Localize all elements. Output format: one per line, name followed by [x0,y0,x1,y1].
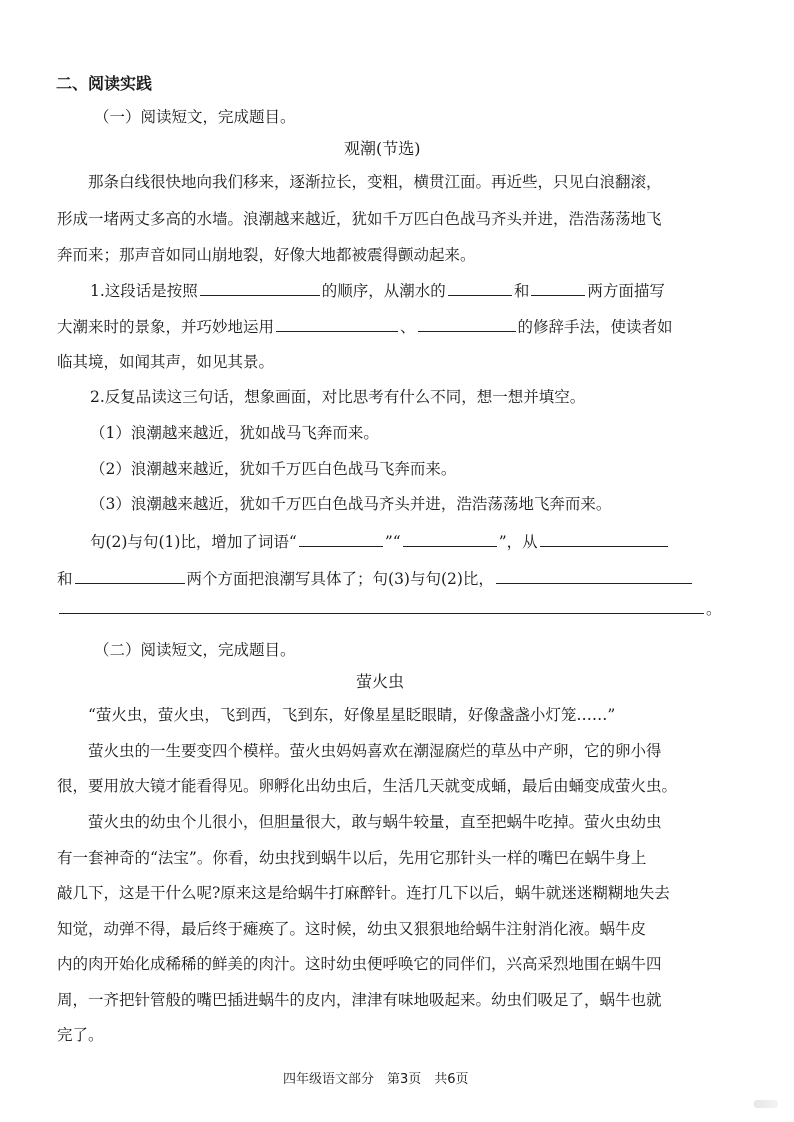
passage-line: 奔而来；那声音如同山崩地裂，好像大地都被震得颤动起来。 [57,246,476,264]
question-1-line-2 [57,316,673,337]
q1-blank-aspect-1[interactable] [448,280,512,296]
section-heading: 二、阅读实践 [56,74,153,93]
q1-text: 大潮来时的景象，并巧妙地运用 [57,318,275,336]
q1-text: 两方面描写 [587,282,665,300]
question-1-line-3: 临其境，如闻其声，如见其景。 [57,353,275,371]
passage-line: “萤火虫，萤火虫，飞到西，飞到东，好像星星眨眼睛，好像盏盏小灯笼……” [88,706,616,724]
q1-blank-rhetoric-2[interactable] [418,316,516,332]
passage-line: 完了。 [57,1026,104,1044]
q1-blank-aspect-2[interactable] [531,280,585,296]
q1-text: 1.这段话是按照 [90,282,198,300]
question-2-answer-line-3 [57,598,722,619]
q2-blank-word-1[interactable] [299,531,383,547]
part1-instruction: （一）阅读短文，完成题目。 [94,108,296,126]
q2-text: 。 [706,600,722,618]
scan-mark [754,1100,778,1108]
q2-blank-aspect-1[interactable] [540,531,668,547]
q2-text: 和 [57,570,73,588]
passage-line: 形成一堵两丈多高的水墙。浪潮越来越近，犹如千万匹白色战马齐头并进，浩浩荡荡地飞 [57,210,662,228]
q1-text: 、 [400,318,416,336]
part1-title: 观潮(节选) [344,139,421,158]
passage-line: 内的肉开始化成稀稀的鲜美的肉汁。这时幼虫便呼唤它的同伴们，兴高采烈地围在蜗牛四 [57,955,662,973]
q1-blank-order[interactable] [200,280,320,296]
passage-line: 很，要用放大镜才能看得见。卵孵化出幼虫后，生活几天就变成蛹，最后由蛹变成萤火虫。 [57,777,678,795]
q2-blank-compare[interactable] [496,568,692,584]
passage-line: 萤火虫的幼虫个儿很小，但胆量很大，敢与蜗牛较量，直至把蜗牛吃掉。萤火虫幼虫 [88,813,662,831]
q2-text: 两个方面把浪潮写具体了；句(3)与句(2)比， [186,570,494,588]
question-2-sentence: （3）浪潮越来越近，犹如千万匹白色战马齐头并进，浩浩荡荡地飞奔而来。 [90,495,612,513]
passage-line: 敲几下，这是干什么呢?原来这是给蜗牛打麻醉针。连打几下以后，蜗牛就迷迷糊糊地失去 [57,884,670,902]
question-2-sentence: （2）浪潮越来越近，犹如千万匹白色战马飞奔而来。 [90,460,457,478]
q2-text: ”，从 [498,533,538,551]
question-2-answer-line-2 [57,568,694,589]
q1-text: 的修辞手法，使读者如 [517,318,673,336]
q1-text: 和 [513,282,530,300]
passage-line: 周，一齐把针管般的嘴巴插进蜗牛的皮内，津津有味地吸起来。幼虫们吸足了，蜗牛也就 [57,991,662,1009]
passage-line: 那条白线很快地向我们移来，逐渐拉长，变粗，横贯江面。再近些，只见白浪翻滚， [88,173,662,191]
q2-blank-aspect-2[interactable] [75,568,185,584]
q2-blank-word-2[interactable] [403,531,497,547]
question-1-line-1 [90,280,665,301]
question-2-sentence: （1）浪潮越来越近，犹如战马飞奔而来。 [90,424,379,442]
part2-instruction: （二）阅读短文，完成题目。 [94,641,296,659]
question-2-answer-line-1 [90,531,670,552]
page-footer: 四年级语文部分 第3页 共6页 [283,1072,469,1087]
part2-title: 萤火虫 [356,672,405,691]
passage-line: 知觉，动弹不得，最后终于瘫痪了。这时候，幼虫又狠狠地给蜗牛注射消化液。蜗牛皮 [57,920,647,938]
q1-blank-rhetoric-1[interactable] [276,316,398,332]
q2-text: 句(2)与句(1)比，增加了词语“ [90,533,297,551]
passage-line: 萤火虫的一生要变四个模样。萤火虫妈妈喜欢在潮湿腐烂的草丛中产卵，它的卵小得 [88,742,662,760]
question-2-prompt: 2.反复品读这三句话，想象画面，对比思考有什么不同，想一想并填空。 [90,388,586,406]
q2-text: ”“ [384,533,401,551]
q2-blank-compare-continued[interactable] [59,598,704,614]
passage-line: 有一套神奇的“法宝”。你看，幼虫找到蜗牛以后，先用它那针头一样的嘴巴在蜗牛身上 [57,849,647,867]
q1-text: 的顺序，从潮水的 [321,282,446,300]
